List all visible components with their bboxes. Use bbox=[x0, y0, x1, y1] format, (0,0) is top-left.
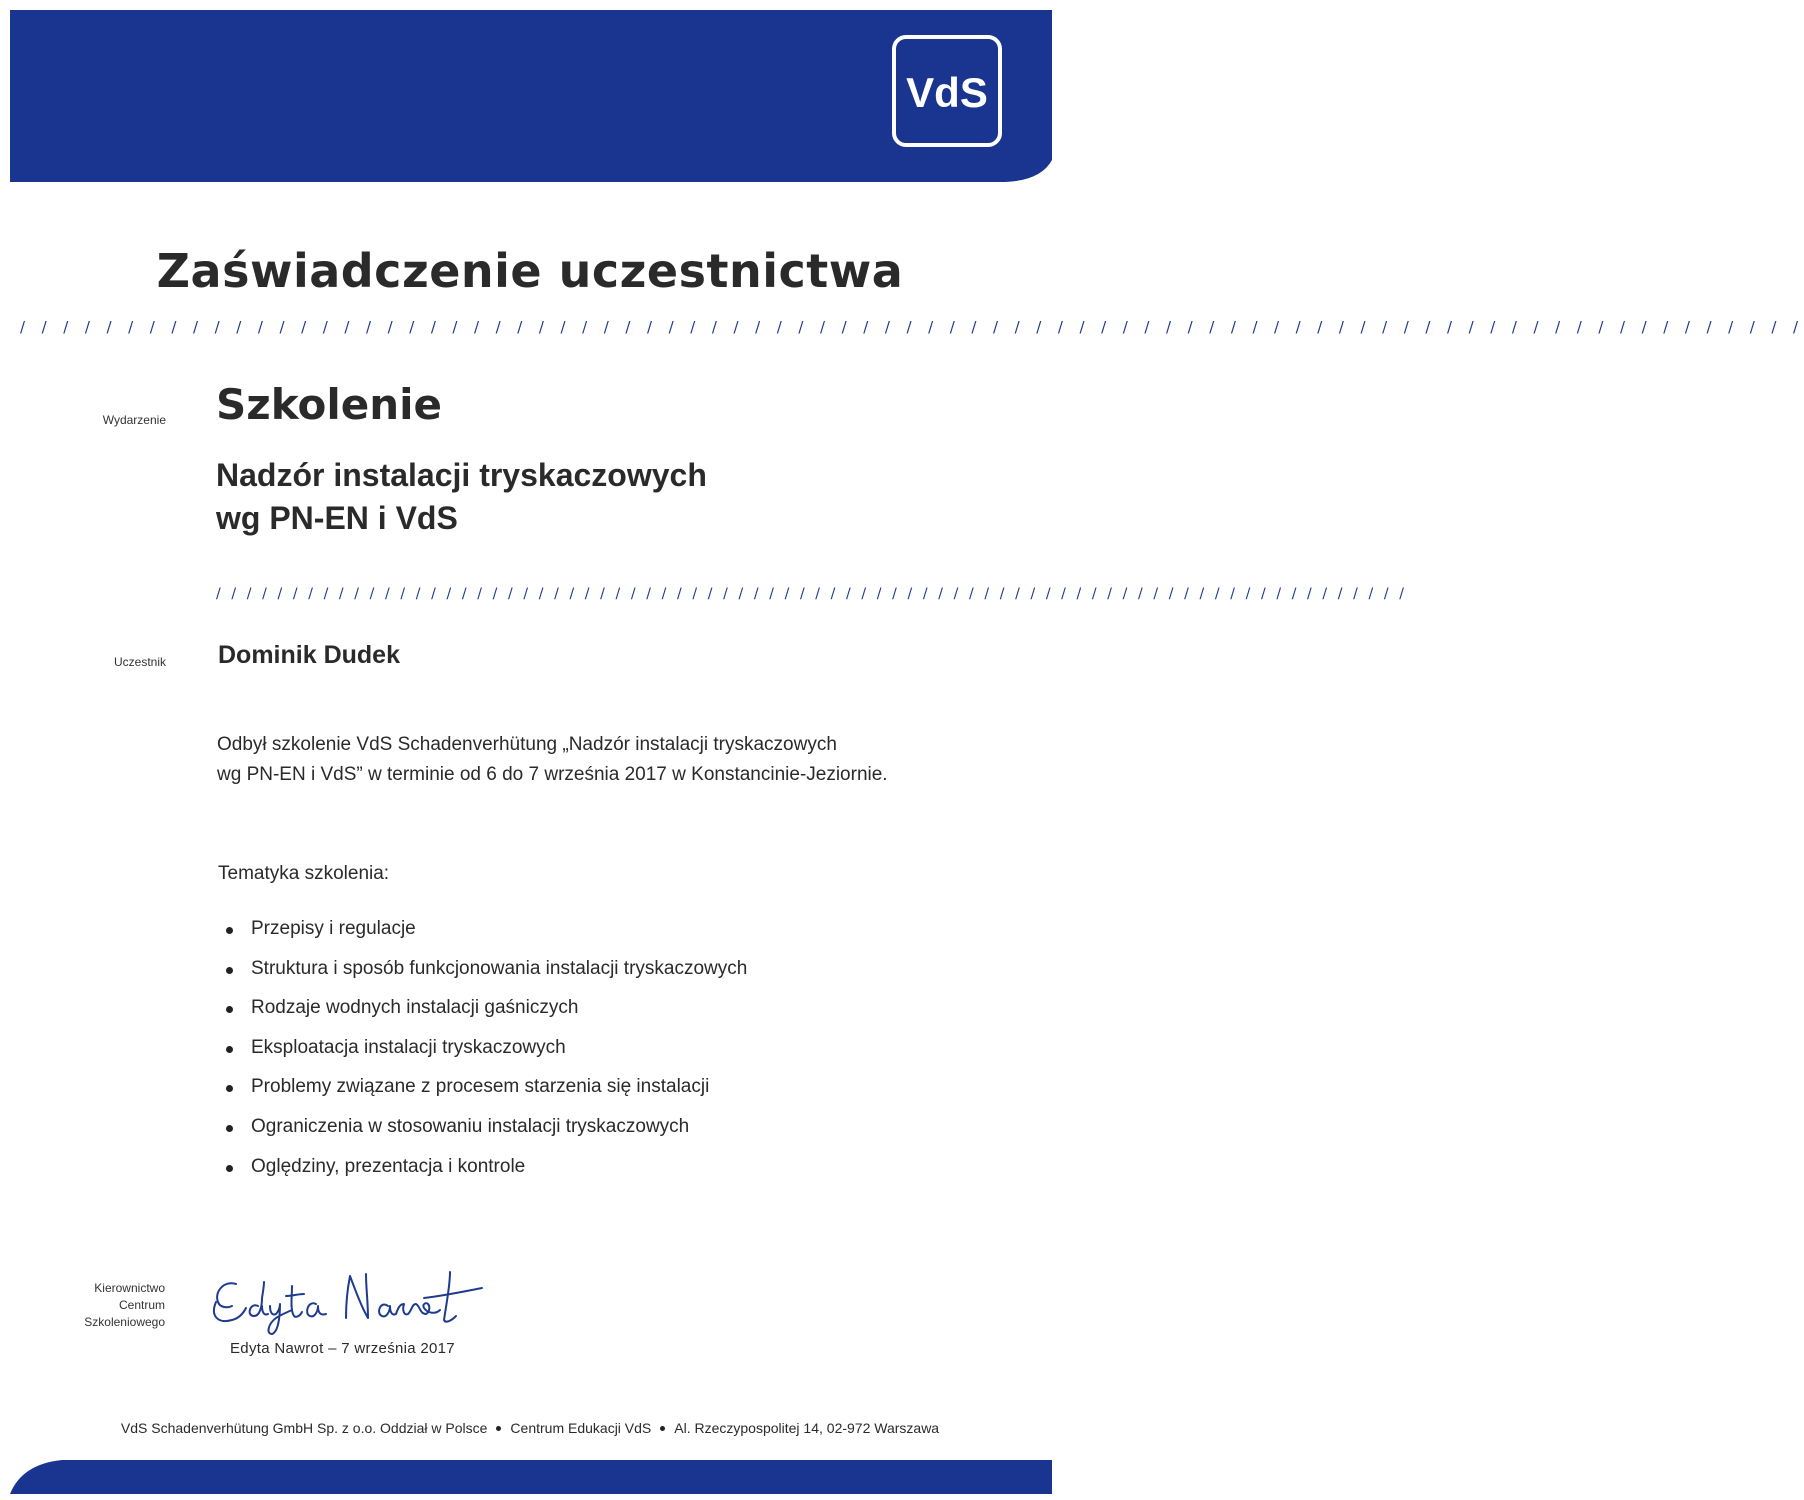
description-line2: wg PN-EN i VdS” w terminie od 6 do 7 września 2017 w Konstancinie-Jeziornie. bbox=[217, 764, 888, 785]
event-type: Szkolenie bbox=[216, 380, 443, 429]
topics-list bbox=[226, 918, 747, 1195]
bullet-icon bbox=[226, 927, 233, 934]
divider-top: / / / / / / / / / / / / / / / / / / / / / / / / / / / / / / / / / / / / / / / / / / / / / / / / / / / / / / / / / / / / / / / / / / / / / / / / / / / / / / / / / / / bbox=[20, 318, 1804, 336]
topic-text: Rodzaje wodnych instalacji gaśniczych bbox=[251, 997, 579, 1019]
header-banner bbox=[10, 10, 1052, 182]
management-label-line1: Kierownictwo bbox=[94, 1281, 165, 1295]
bullet-icon bbox=[226, 1046, 233, 1053]
management-label-line3: Szkoleniowego bbox=[84, 1315, 165, 1329]
event-name-line1: Nadzór instalacji tryskaczowych bbox=[216, 457, 707, 493]
handwritten-signature bbox=[206, 1262, 496, 1342]
signature-caption: Edyta Nawrot – 7 września 2017 bbox=[230, 1340, 455, 1357]
bullet-icon bbox=[226, 1006, 233, 1013]
list-item bbox=[226, 1156, 747, 1196]
footer bbox=[0, 1420, 1060, 1436]
topic-text: Struktura i sposób funkcjonowania instalacji tryskaczowych bbox=[251, 957, 748, 979]
topics-heading: Tematyka szkolenia: bbox=[218, 863, 390, 884]
list-item bbox=[226, 1037, 747, 1077]
topic-text: Oględziny, prezentacja i kontrole bbox=[251, 1155, 526, 1177]
vds-logo bbox=[894, 37, 1000, 145]
footer-band bbox=[10, 1460, 1052, 1494]
footer-address: Al. Rzeczypospolitej 14, 02-972 Warszawa bbox=[674, 1420, 940, 1436]
list-item bbox=[226, 958, 747, 998]
document-title: Zaświadczenie uczestnictwa bbox=[156, 244, 904, 298]
management-label bbox=[40, 1280, 165, 1331]
bullet-icon bbox=[226, 967, 233, 974]
description-line1: Odbył szkolenie VdS Schadenverhütung „Nadzór instalacji tryskaczowych bbox=[217, 734, 837, 755]
topic-text: Ograniczenia w stosowaniu instalacji tryskaczowych bbox=[251, 1115, 690, 1137]
list-item bbox=[226, 997, 747, 1037]
footer-company: VdS Schadenverhütung GmbH Sp. z o.o. Oddział w Polsce bbox=[120, 1420, 488, 1436]
description bbox=[217, 730, 997, 790]
event-name-line2: wg PN-EN i VdS bbox=[216, 500, 458, 536]
topic-text: Eksploatacja instalacji tryskaczowych bbox=[251, 1036, 566, 1058]
list-item bbox=[226, 918, 747, 958]
footer-center: Centrum Edukacji VdS bbox=[510, 1420, 652, 1436]
bullet-icon bbox=[496, 1426, 501, 1431]
divider-middle: / / / / / / / / / / / / / / / / / / / / / / / / / / / / / / / / / / / / / / / / / / / / / / / / / / / / / / / / / / / / / / / / / / / / / / / / / / / / / / bbox=[216, 586, 1408, 602]
vds-logo-text: VdS bbox=[906, 69, 988, 116]
bullet-icon bbox=[226, 1085, 233, 1092]
topic-text: Przepisy i regulacje bbox=[251, 918, 416, 939]
management-label-line2: Centrum bbox=[118, 1298, 165, 1312]
topic-text: Problemy związane z procesem starzenia się instalacji bbox=[251, 1076, 710, 1098]
list-item bbox=[226, 1076, 747, 1116]
event-name bbox=[216, 454, 707, 540]
bullet-icon bbox=[226, 1165, 233, 1172]
participant-name: Dominik Dudek bbox=[218, 641, 400, 669]
bullet-icon bbox=[660, 1426, 665, 1431]
event-label: Wydarzenie bbox=[102, 413, 166, 427]
bullet-icon bbox=[226, 1125, 233, 1132]
list-item bbox=[226, 1116, 747, 1156]
participant-label: Uczestnik bbox=[113, 655, 166, 669]
